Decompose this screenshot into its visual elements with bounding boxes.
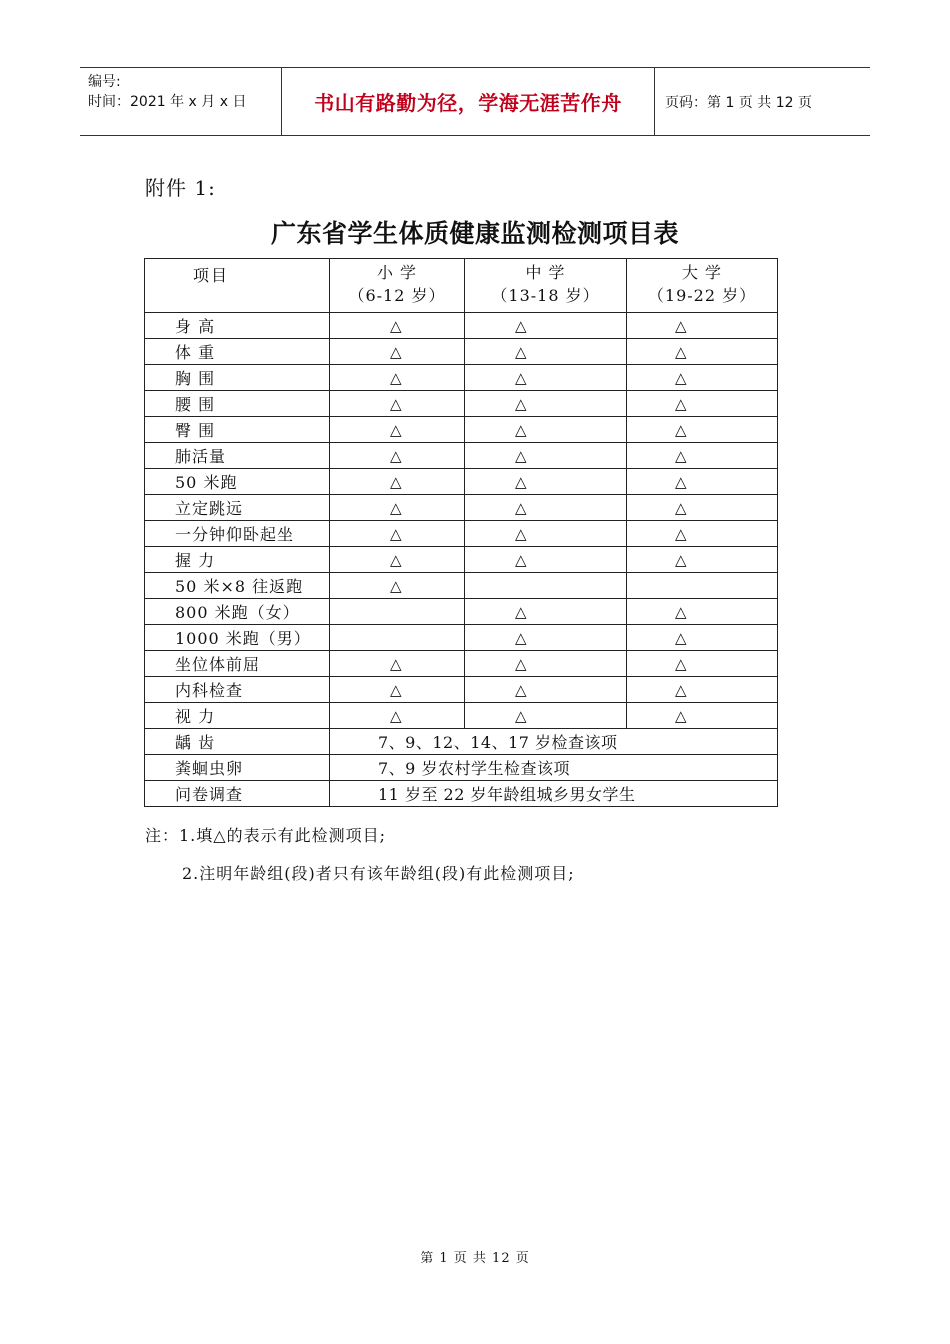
table-span-row [145, 781, 778, 807]
header-primary [330, 259, 465, 313]
university-cell: △ [627, 313, 778, 339]
primary-cell: △ [330, 339, 465, 365]
item-cell: 肺活量 [145, 443, 330, 469]
test-items-table [144, 258, 778, 807]
university-cell: △ [627, 599, 778, 625]
primary-cell: △ [330, 651, 465, 677]
primary-cell: △ [330, 313, 465, 339]
table-row [145, 443, 778, 469]
item-cell: 腰 围 [145, 391, 330, 417]
table-row [145, 391, 778, 417]
table-row [145, 703, 778, 729]
primary-cell: △ [330, 443, 465, 469]
middle-cell: △ [465, 625, 627, 651]
table-row [145, 521, 778, 547]
middle-cell: △ [465, 365, 627, 391]
header-middle [465, 259, 627, 313]
item-cell: 龋 齿 [145, 729, 330, 755]
item-cell: 视 力 [145, 703, 330, 729]
header-item [145, 259, 330, 313]
table-row [145, 599, 778, 625]
item-cell: 问卷调查 [145, 781, 330, 807]
span-note-cell: 7、9、12、14、17 岁检查该项 [330, 729, 778, 755]
middle-cell: △ [465, 547, 627, 573]
primary-cell: △ [330, 547, 465, 573]
primary-cell: △ [330, 521, 465, 547]
item-cell: 粪蛔虫卵 [145, 755, 330, 781]
middle-cell: △ [465, 495, 627, 521]
middle-cell [465, 573, 627, 599]
primary-cell: △ [330, 703, 465, 729]
primary-cell [330, 625, 465, 651]
page-info-text: 页码：第 1 页 共 12 页 [665, 94, 812, 111]
university-cell: △ [627, 339, 778, 365]
table-row [145, 339, 778, 365]
item-cell: 臀 围 [145, 417, 330, 443]
number-label: 编号: [88, 74, 121, 90]
table-row [145, 573, 778, 599]
attachment-label: 附件 1: [145, 176, 216, 200]
middle-cell: △ [465, 391, 627, 417]
table-row [145, 677, 778, 703]
middle-cell: △ [465, 703, 627, 729]
middle-cell: △ [465, 339, 627, 365]
university-cell: △ [627, 677, 778, 703]
middle-cell: △ [465, 599, 627, 625]
item-cell: 50 米×8 往返跑 [145, 573, 330, 599]
university-cell: △ [627, 469, 778, 495]
table-row [145, 417, 778, 443]
header-middle-label: 中 学 [525, 263, 566, 282]
university-cell: △ [627, 521, 778, 547]
university-cell: △ [627, 365, 778, 391]
primary-cell: △ [330, 573, 465, 599]
table-span-row [145, 729, 778, 755]
header-primary-ages: （6-12 岁） [348, 286, 446, 305]
primary-cell: △ [330, 391, 465, 417]
table-row [145, 365, 778, 391]
note-1: 注：1.填△的表示有此检测项目; [145, 826, 386, 845]
primary-cell: △ [330, 495, 465, 521]
item-cell: 体 重 [145, 339, 330, 365]
primary-cell: △ [330, 417, 465, 443]
middle-cell: △ [465, 521, 627, 547]
university-cell: △ [627, 703, 778, 729]
item-cell: 胸 围 [145, 365, 330, 391]
primary-cell: △ [330, 365, 465, 391]
span-note-cell: 7、9 岁农村学生检查该项 [330, 755, 778, 781]
header-item-label: 项目 [193, 266, 230, 285]
table-header-row [145, 259, 778, 313]
primary-cell: △ [330, 677, 465, 703]
header-middle-ages: （13-18 岁） [491, 286, 600, 305]
table-row [145, 469, 778, 495]
university-cell: △ [627, 443, 778, 469]
item-cell: 坐位体前屈 [145, 651, 330, 677]
item-cell: 一分钟仰卧起坐 [145, 521, 330, 547]
header-university-label: 大 学 [681, 263, 723, 282]
university-cell: △ [627, 625, 778, 651]
header-motto [281, 68, 655, 135]
university-cell: △ [627, 495, 778, 521]
primary-cell: △ [330, 469, 465, 495]
university-cell: △ [627, 391, 778, 417]
motto-text: 书山有路勤为径，学海无涯苦作舟 [314, 91, 622, 115]
middle-cell: △ [465, 651, 627, 677]
note-2: 2.注明年龄组(段)者只有该年龄组(段)有此检测项目; [182, 864, 575, 883]
item-cell: 50 米跑 [145, 469, 330, 495]
primary-cell [330, 599, 465, 625]
university-cell: △ [627, 651, 778, 677]
item-cell: 1000 米跑（男） [145, 625, 330, 651]
university-cell: △ [627, 547, 778, 573]
middle-cell: △ [465, 417, 627, 443]
university-cell [627, 573, 778, 599]
table-row [145, 651, 778, 677]
table-span-row [145, 755, 778, 781]
table-row [145, 495, 778, 521]
item-cell: 握 力 [145, 547, 330, 573]
university-cell: △ [627, 417, 778, 443]
span-note-cell: 11 岁至 22 岁年龄组城乡男女学生 [330, 781, 778, 807]
page-header [80, 67, 870, 136]
item-cell: 身 高 [145, 313, 330, 339]
header-university-ages: （19-22 岁） [647, 286, 757, 305]
item-cell: 内科检查 [145, 677, 330, 703]
item-cell: 立定跳远 [145, 495, 330, 521]
header-page-info [655, 68, 870, 135]
middle-cell: △ [465, 469, 627, 495]
table-row [145, 547, 778, 573]
time-label: 时间：2021 年 x 月 x 日 [88, 94, 247, 110]
header-university [627, 259, 778, 313]
page-footer: 第 1 页 共 12 页 [420, 1251, 530, 1266]
document-title: 广东省学生体质健康监测检测项目表 [270, 219, 679, 248]
middle-cell: △ [465, 677, 627, 703]
table-row [145, 625, 778, 651]
item-cell: 800 米跑（女） [145, 599, 330, 625]
header-primary-label: 小 学 [376, 263, 418, 282]
header-left [80, 68, 281, 135]
middle-cell: △ [465, 443, 627, 469]
table-row [145, 313, 778, 339]
middle-cell: △ [465, 313, 627, 339]
